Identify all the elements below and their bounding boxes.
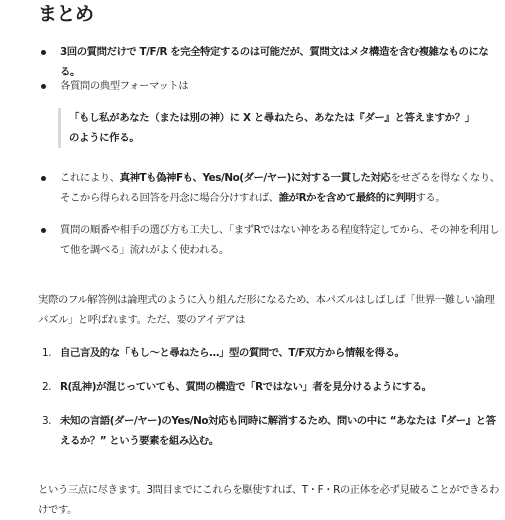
ordered-list-item xyxy=(38,343,500,363)
bullet-text-bold: 誰がRかを含めて最終的に判明 xyxy=(278,192,416,204)
bullet-text-mid: をせざるを得なくなり、そこから得られる回答を丹念に場合分けすれば、 xyxy=(60,172,500,204)
ordered-list-item xyxy=(38,377,500,397)
bullet-list-item xyxy=(38,76,500,96)
section-title: まとめ xyxy=(38,3,94,25)
quote-line: のように作る。 xyxy=(69,132,140,144)
bullet-dot-icon xyxy=(41,84,46,89)
bullet-dot-icon xyxy=(41,50,46,55)
bullet-text-post: する。 xyxy=(415,192,446,204)
ordered-text: 自己言及的な「もし〜と尋ねたら…」型の質問で、T/F双方から情報を得る。 xyxy=(60,347,405,359)
bullet-dot-icon xyxy=(41,176,46,181)
list-number: 1. xyxy=(42,347,52,359)
bullet-text: 3回の質問だけで T/F/R を完全特定するのは可能だが、質問文はメタ構造を含む複雑なものになる。 xyxy=(60,46,489,78)
paragraph: 実際のフル解答例は論理式のように入り組んだ形になるため、本パズルはしばしば「世界一難しい論理パズル」と呼ばれます。ただ、要のアイデアは xyxy=(38,294,495,326)
bullet-item-4 xyxy=(38,220,500,260)
bullet-dot-icon xyxy=(41,228,46,233)
bullet-text-pre: これにより、 xyxy=(60,172,120,184)
paragraph: という三点に尽きます。3問目までにこれらを駆使すれば、T・F・Rの正体を必ず見破ることができるわけです。 xyxy=(38,484,499,516)
quote-block xyxy=(58,108,475,148)
bullet-text-bold: 真神Tも偽神Fも、Yes/No(ダー/ヤー)に対する一貫した対応 xyxy=(119,172,391,184)
ordered-text: 未知の言語(ダー/ヤー)のYes/No対応も同時に解消するため、問いの中に “あなたは『ダー』と答えるか？” という要素を組み込む。 xyxy=(60,415,496,447)
list-number: 2. xyxy=(42,381,52,393)
ordered-item-3 xyxy=(38,411,500,451)
ordered-item-2 xyxy=(38,377,500,397)
list-number: 3. xyxy=(42,415,52,427)
bullet-item-3 xyxy=(38,168,500,208)
bullet-item-2 xyxy=(38,76,500,96)
ordered-text: R(乱神)が混じっていても、質問の構造で「Rではない」者を見分けるようにする。 xyxy=(60,381,432,393)
ordered-item-1 xyxy=(38,343,500,363)
quote-line: 「もし私があなた（または別の神）に X と尋ねたら、あなたは『ダー』と答えますか？」 xyxy=(69,112,475,124)
bullet-list-item xyxy=(38,220,500,260)
bullet-text: 各質問の典型フォーマットは xyxy=(60,80,189,92)
ordered-list-item xyxy=(38,411,500,451)
bullet-list-item xyxy=(38,168,500,208)
bullet-text: 質問の順番や相手の選び方も工夫し、「まずRではない神をある程度特定してから、その神を利用して他を調べる」流れがよく使われる。 xyxy=(60,224,499,256)
